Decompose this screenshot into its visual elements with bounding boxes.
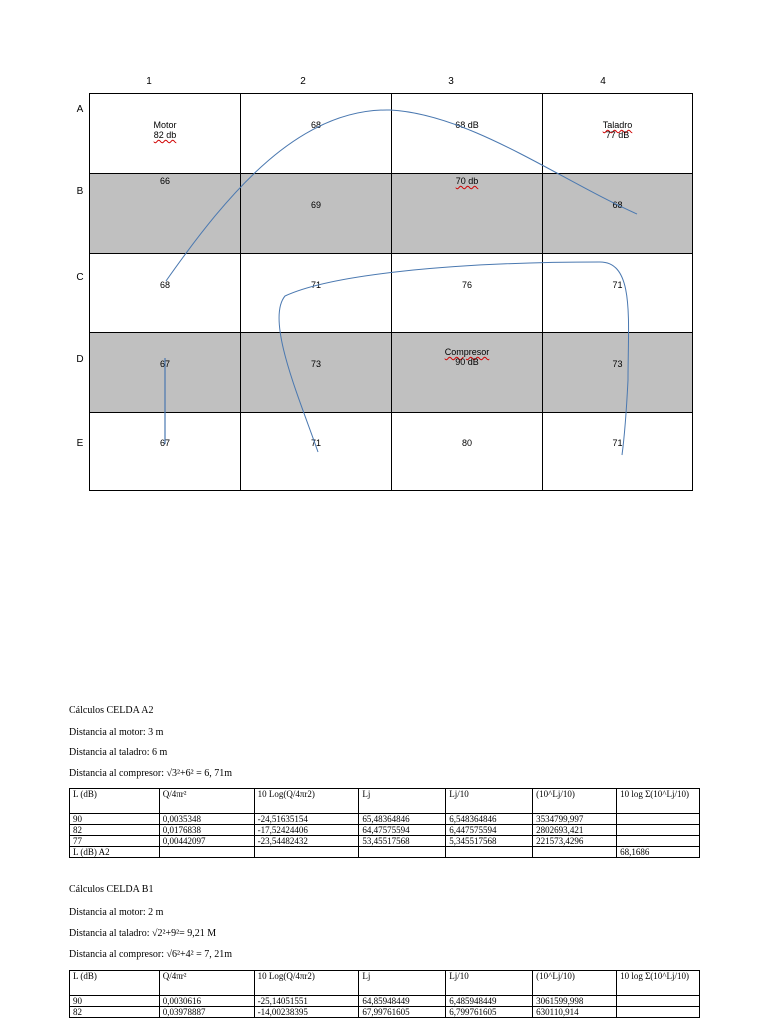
table-cell: 53,45517568 (359, 836, 446, 847)
table-cell (617, 814, 700, 825)
table-cell: 0,0035348 (159, 814, 254, 825)
header-cell: 10 log Σ(10^Lj/10) (617, 971, 700, 996)
table-a2 (69, 788, 700, 858)
table-cell (617, 996, 700, 1007)
table-header-row (70, 971, 700, 996)
header-cell: Q/4πr² (159, 971, 254, 996)
section-b1-compresor-distance: Distancia al compresor: √6²+4² = 7, 21m (69, 949, 233, 960)
cell-c1-value: 68 (159, 280, 170, 290)
row-header-d: D (76, 354, 84, 365)
table-cell: 82 (70, 825, 160, 836)
header-cell: Q/4πr² (159, 789, 254, 814)
row-header-a: A (76, 104, 84, 115)
table-total-row (70, 847, 700, 858)
column-header-2: 2 (300, 76, 306, 87)
section-b1-title: Cálculos CELDA B1 (69, 884, 154, 895)
total-value: 68,1686 (617, 847, 700, 858)
table-cell: -24,51635154 (254, 814, 359, 825)
cell-d1-value: 67 (159, 359, 170, 369)
table-cell: 6,799761605 (446, 1007, 533, 1018)
table-cell: -23,54482432 (254, 836, 359, 847)
header-cell: 10 Log(Q/4πr2) (254, 971, 359, 996)
table-cell: 2802693,421 (533, 825, 617, 836)
header-cell: L (dB) (70, 971, 160, 996)
isoline-lower-loop (279, 262, 629, 455)
section-a2-compresor-distance: Distancia al compresor: √3²+6² = 6, 71m (69, 768, 233, 779)
column-header-4: 4 (600, 76, 606, 87)
cell-e1-value: 67 (159, 438, 170, 448)
table-cell: 0,00442097 (159, 836, 254, 847)
section-a2-taladro-distance: Distancia al taladro: 6 m (69, 747, 168, 758)
table-cell: 64,85948449 (359, 996, 446, 1007)
section-b1-motor-distance: Distancia al motor: 2 m (69, 907, 164, 918)
cell-e3-value: 80 (461, 438, 472, 448)
cell-d4-value: 73 (612, 359, 623, 369)
section-a2-motor-distance: Distancia al motor: 3 m (69, 727, 164, 738)
cell-a3-value: 68 dB (455, 120, 479, 130)
row-header-c: C (76, 272, 84, 283)
cell-e2-value: 71 (310, 438, 321, 448)
table-cell: -14,00238395 (254, 1007, 359, 1018)
column-header-3: 3 (448, 76, 454, 87)
header-cell: 10 Log(Q/4πr2) (254, 789, 359, 814)
table-cell: 65,48364846 (359, 814, 446, 825)
cell-a2-value: 68 (310, 120, 321, 130)
header-cell: (10^Lj/10) (533, 789, 617, 814)
table-cell: 3534799,997 (533, 814, 617, 825)
cell-d2-value: 73 (310, 359, 321, 369)
cell-b1-value: 66 (159, 176, 170, 186)
cell-c2-value: 71 (310, 280, 321, 290)
cell-e4-value: 71 (612, 438, 623, 448)
compresor-level: 90 dB (455, 357, 479, 367)
table-cell: 6,548364846 (446, 814, 533, 825)
isoline-upper-arc (166, 110, 637, 281)
table-row (70, 814, 700, 825)
table-cell: 90 (70, 814, 160, 825)
table-cell: 90 (70, 996, 160, 1007)
table-cell: 5,345517568 (446, 836, 533, 847)
table-row (70, 1007, 700, 1018)
cell-b2-value: 69 (310, 200, 321, 210)
table-row (70, 836, 700, 847)
row-header-b: B (76, 186, 84, 197)
table-row (70, 825, 700, 836)
table-cell: 221573,4296 (533, 836, 617, 847)
table-cell: 67,99761605 (359, 1007, 446, 1018)
table-cell: 630110,914 (533, 1007, 617, 1018)
taladro-level: 77 dB (605, 130, 630, 140)
table-cell: 3061599,998 (533, 996, 617, 1007)
table-cell: 6,447575594 (446, 825, 533, 836)
cell-c3-value: 76 (461, 280, 472, 290)
table-cell (617, 825, 700, 836)
header-cell: (10^Lj/10) (533, 971, 617, 996)
header-cell: Lj/10 (446, 789, 533, 814)
section-a2-title: Cálculos CELDA A2 (69, 705, 154, 716)
table-cell: 77 (70, 836, 160, 847)
table-cell: 6,485948449 (446, 996, 533, 1007)
header-cell: Lj (359, 971, 446, 996)
table-cell (617, 1007, 700, 1018)
header-cell: 10 log Σ(10^Lj/10) (617, 789, 700, 814)
taladro-label: Taladro (602, 120, 633, 130)
table-cell: 82 (70, 1007, 160, 1018)
table-cell: -17,52424406 (254, 825, 359, 836)
header-cell: L (dB) (70, 789, 160, 814)
cell-c4-value: 71 (612, 280, 623, 290)
table-cell: 0,0176838 (159, 825, 254, 836)
table-cell: -25,14051551 (254, 996, 359, 1007)
table-row (70, 996, 700, 1007)
header-cell: Lj (359, 789, 446, 814)
table-b1 (69, 970, 700, 1018)
motor-label: Motor (153, 120, 177, 130)
column-header-1: 1 (146, 76, 152, 87)
cell-b4-value: 68 (612, 200, 623, 210)
compresor-label: Compresor (444, 347, 490, 357)
table-header-row (70, 789, 700, 814)
motor-level: 82 db (153, 130, 177, 140)
table-cell: 0,0030616 (159, 996, 254, 1007)
table-cell: 0,03978887 (159, 1007, 254, 1018)
table-cell: 64,47575594 (359, 825, 446, 836)
header-cell: Lj/10 (446, 971, 533, 996)
row-header-e: E (76, 438, 84, 449)
section-b1-taladro-distance: Distancia al taladro: √2²+9²= 9,21 M (69, 928, 217, 939)
cell-b3-value: 70 db (455, 176, 479, 186)
table-cell (617, 836, 700, 847)
total-label: L (dB) A2 (70, 847, 160, 858)
